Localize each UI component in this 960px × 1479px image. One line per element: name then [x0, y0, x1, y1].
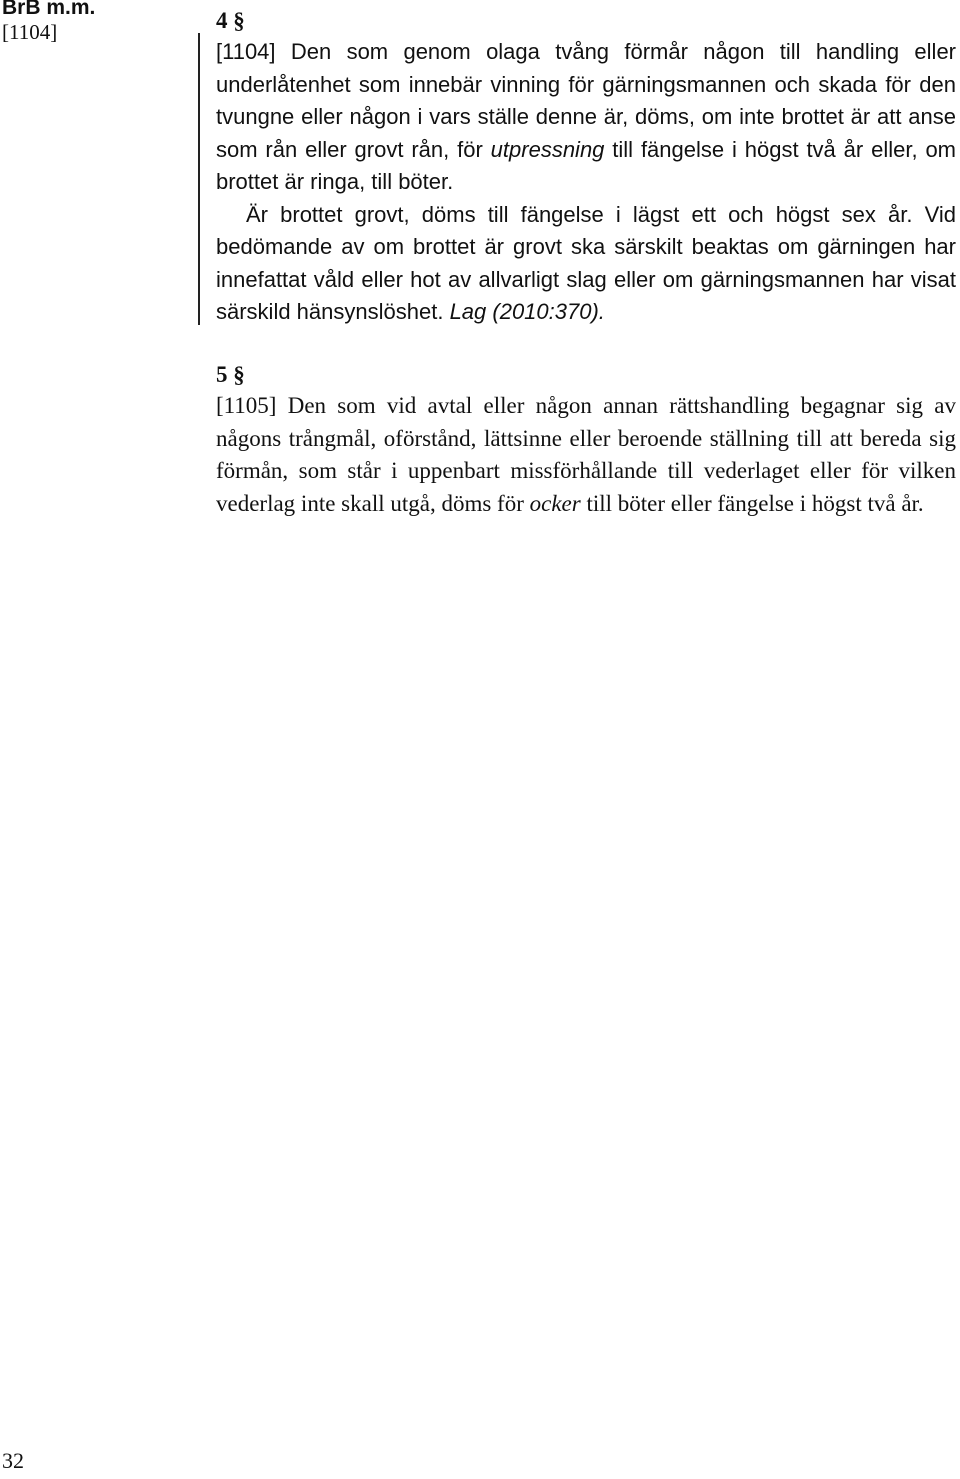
section-4	[216, 6, 956, 329]
running-head: BrB m.m.	[2, 0, 96, 19]
paragraph-text: till fängelse i högst två år eller, om brottet är ringa, till böter.	[216, 136, 957, 194]
paragraph	[216, 199, 956, 329]
section-heading: 4 §	[216, 8, 245, 33]
page-number: 32	[2, 1448, 24, 1473]
law-reference: Lag (2010:370).	[449, 299, 605, 324]
paragraph	[216, 390, 956, 520]
paragraph-text: Är brottet grovt, döms till fängelse i lägst ett och högst sex år. Vid bedömande av om brottet är grovt ska särskilt beaktas om gärningen har innefattat våld eller hot av allvarligt slag eller om gärningsmannen har visat särskild hänsynslöshet.	[216, 201, 956, 324]
paragraph-text: till böter eller fängelse i högst två år.	[580, 490, 924, 516]
paragraph-text: [1104] Den som genom olaga tvång förmår någon till handling eller underlåtenhet som innebär vinning för gärningsmannen och skada för den tvungne eller någon i vars ställe denne är, döms, om inte brottet är att anse som rån eller grovt rån, för	[216, 39, 956, 162]
change-bar	[198, 33, 200, 325]
paragraph	[216, 36, 956, 199]
section-5	[216, 360, 956, 520]
margin-reference: [1104]	[2, 20, 58, 44]
section-heading: 5 §	[216, 362, 245, 387]
paragraph-text: [1105] Den som vid avtal eller någon annan rättshandling begagnar sig av någons trångmål, oförstånd, lättsinne eller beroende ställning till att bereda sig förmån, som står i uppenbart missförhållande till vederlaget eller för vilken vederlag inte skall utgå, döms för	[216, 393, 956, 516]
emphasized-term: ocker	[529, 490, 581, 516]
emphasized-term: utpressning	[490, 136, 605, 162]
